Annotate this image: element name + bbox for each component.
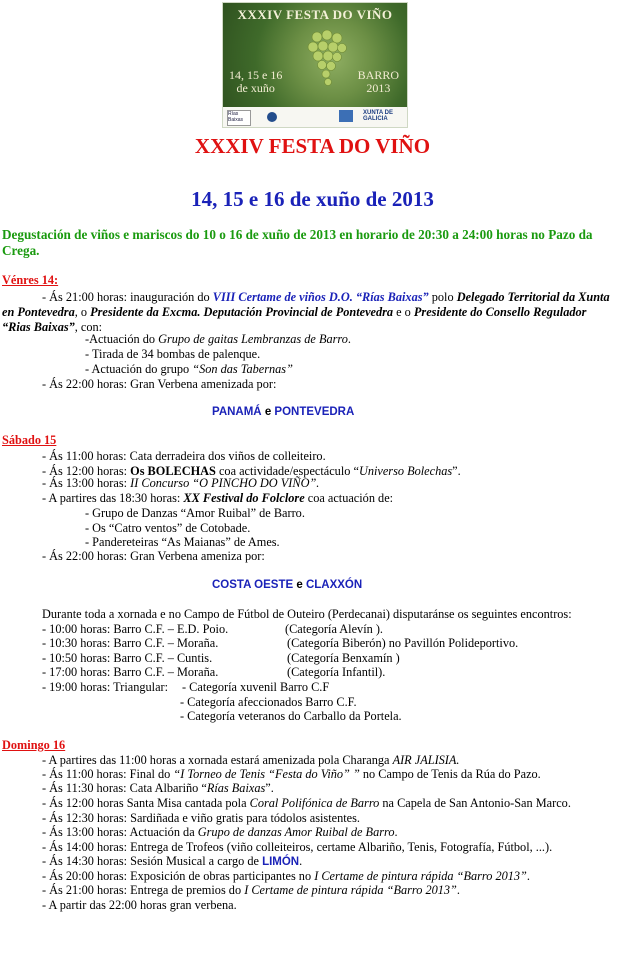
event-line: - Ás 11:30 horas: Cata Albariño “Rías Baixas”.: [42, 781, 274, 795]
event-subline: -Actuación do Grupo de gaitas Lembranzas de Barro.: [85, 332, 351, 346]
match-line: - 10:30 horas: Barro C.F. – Moraña.: [42, 636, 219, 650]
event-line: - Ás 12:00 horas: Os BOLECHAS coa actividade/espectáculo “Universo Bolechas”.: [42, 464, 461, 478]
day-heading-sabado: Sábado 15: [2, 433, 57, 447]
event-line: - Ás 20:00 horas: Exposición de obras participantes no I Certame de pintura rápida “Barro 2013”.: [42, 869, 530, 883]
page-title: XXXIV FESTA DO VIÑO: [194, 134, 431, 158]
triangular-team: - Categoría xuvenil Barro C.F: [182, 680, 330, 694]
festival-dates: 14, 15 e 16 de xuño de 2013: [191, 187, 434, 211]
rias-baixas-logo: Rías Baixas: [227, 110, 251, 126]
football-intro: Durante toda a xornada e no Campo de Fútbol de Outeiro (Perdecanai) disputaránse os seguintes encontros:: [42, 607, 572, 621]
event-line: - Ás 12:30 horas: Sardiñada e viño gratis para tódolos asistentes.: [42, 811, 360, 825]
event-line: - A partires das 11:00 horas a xornada estará amenizada pola Charanga AIR JALISIA.: [42, 753, 460, 767]
verbena-bands: PANAMÁ e PONTEVEDRA: [212, 406, 355, 418]
event-subline: - Tirada de 34 bombas de palenque.: [85, 347, 261, 361]
triangular-label: - 19:00 horas: Triangular:: [42, 680, 169, 694]
event-line: - Ás 22:00 horas: Gran Verbena ameniza por:: [42, 549, 265, 563]
match-line: - 17:00 horas: Barro C.F. – Moraña.: [42, 665, 219, 679]
match-line: - 10:00 horas: Barro C.F. – E.D. Poio.: [42, 622, 229, 636]
event-line: - Ás 13:00 horas: II Concurso “O PINCHO DO VIÑO”.: [42, 476, 320, 490]
event-subline: - Grupo de Danzas “Amor Ruibal” de Barro.: [85, 506, 305, 520]
event-subline: - Actuación do grupo “Son das Tabernas”: [85, 362, 293, 376]
event-subline: - Os “Catro ventos” de Cotobade.: [85, 521, 251, 535]
deputacion-logo: [339, 110, 353, 122]
festival-poster: [222, 2, 408, 128]
event-line: - Ás 11:00 horas: Cata derradeira dos viños de colleiteiro.: [42, 449, 326, 463]
day-heading-domingo: Domingo 16: [2, 738, 66, 752]
event-line: - Ás 21:00 horas: Entrega de premios do I Certame de pintura rápida “Barro 2013”.: [42, 883, 460, 897]
poster-dates: 14, 15 e 16 de xuño: [229, 68, 283, 95]
triangular-team: - Categoría veteranos do Carballo da Portela.: [180, 709, 402, 723]
match-category: (Categoría Alevín ).: [285, 622, 384, 636]
poster-place: BARRO 2013: [357, 68, 399, 95]
event-line: “Rias Baixas”, con:: [2, 320, 103, 334]
event-line: en Pontevedra, o Presidente da Excma. Deputación Provincial de Pontevedra e o Presidente do Consello Regulador: [2, 305, 587, 319]
poster-title: XXXIV FESTA DO VIÑO: [237, 7, 393, 22]
sponsor-logos: [223, 107, 407, 127]
match-category: (Categoría Infantil).: [287, 665, 386, 679]
match-line: - 10:50 horas: Barro C.F. – Cuntis.: [42, 651, 213, 665]
event-line: - Ás 13:00 horas: Actuación da Grupo de danzas Amor Ruibal de Barro.: [42, 825, 398, 839]
intro-text: Degustación de viños e mariscos do 10 o 16 de xuño de 2013 en horario de 20:30 a 24:00 horas no Pazo da Crega.: [2, 227, 593, 258]
verbena-bands: COSTA OESTE e CLAXXÓN: [212, 579, 363, 591]
event-line: - A partires das 18:30 horas: XX Festival do Folclore coa actuación de:: [42, 491, 394, 505]
event-line: - Ás 22:00 horas: Gran Verbena amenizada por:: [42, 377, 277, 391]
event-line: - Ás 12:00 horas Santa Misa cantada pola Coral Polifónica de Barro na Capela de San Antonio-San Marco.: [42, 796, 571, 810]
grapes-illustration: [303, 27, 351, 89]
event-line: - Ás 14:00 horas: Entrega de Trofeos (viño colleiteiros, certame Albariño, Tenis, Fotografía, Fútbol, ...).: [42, 840, 553, 854]
xunta-logo: XUNTA DE GALICIA: [363, 110, 393, 122]
event-subline: - Pandereteiras “As Maianas” de Ames.: [85, 535, 280, 549]
match-category: (Categoría Biberón) no Pavillón Polideportivo.: [287, 636, 519, 650]
event-line: - Ás 14:30 horas: Sesión Musical a cargo de LIMÓN.: [42, 854, 303, 868]
triangular-team: - Categoría afeccionados Barro C.F.: [180, 695, 357, 709]
concello-logo: [267, 112, 277, 122]
day-heading-venres: Vénres 14:: [2, 273, 59, 287]
match-category: (Categoría Benxamín ): [287, 651, 400, 665]
event-line: - Ás 21:00 horas: inauguración do VIII Certame de viños D.O. “Rías Baixas” polo Delegado Territorial da Xunta: [42, 290, 610, 304]
event-line: - Ás 11:00 horas: Final do “I Torneo de Tenis “Festa do Viño” ” no Campo de Tenis da Rúa do Pazo.: [42, 767, 541, 781]
event-line: - A partir das 22:00 horas gran verbena.: [42, 898, 237, 912]
